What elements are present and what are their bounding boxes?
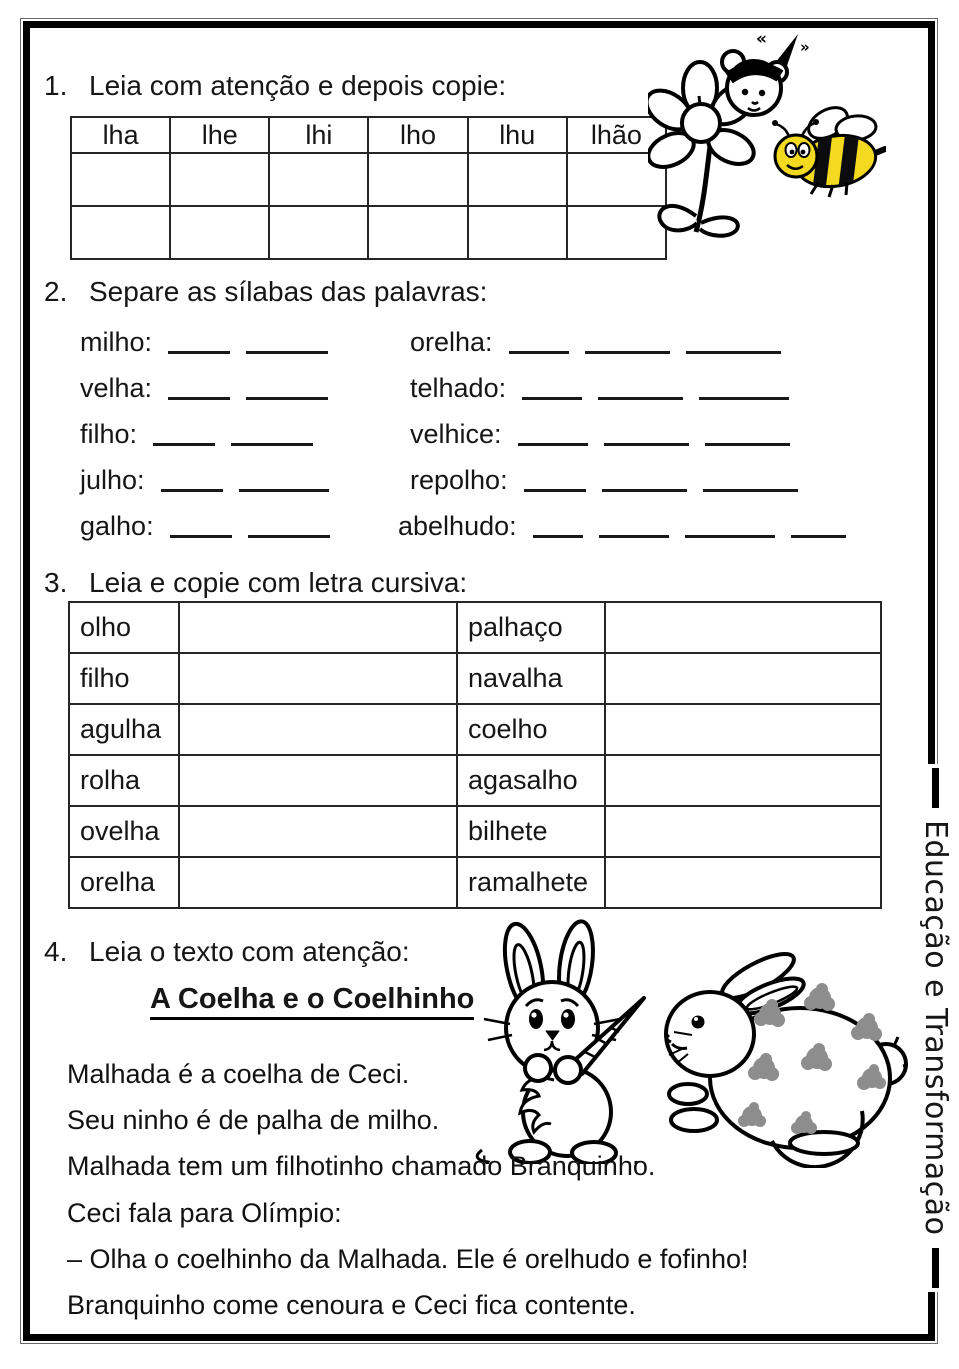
syllable-cell: lhu [468, 117, 567, 153]
answer-blank-line [246, 351, 328, 354]
syllable-header-row [71, 117, 666, 153]
story-text [67, 1051, 749, 1328]
copy-empty-row [71, 153, 666, 206]
answer-blank-line [239, 489, 329, 492]
answer-blank-line [168, 397, 230, 400]
word-cell: ramalhete [457, 857, 605, 908]
copy-cell-empty [179, 653, 457, 704]
story-line: Branquinho come cenoura e Ceci fica contente. [67, 1290, 636, 1321]
word-cell: filho [69, 653, 179, 704]
syllable-cell: lhe [170, 117, 269, 153]
story-line: Malhada é a coelha de Ceci. [67, 1059, 410, 1089]
yellow-bee-illustration [762, 104, 886, 200]
answer-blank-line [231, 443, 313, 446]
story-title: A Coelha e o Coelhinho [150, 983, 474, 1020]
story-line: Seu ninho é de palha de milho. [67, 1105, 440, 1136]
answer-blank-line [705, 443, 790, 446]
credit-text: Educação e Transformação [918, 820, 953, 1236]
copy-cell-empty [605, 653, 881, 704]
word-cell: rolha [69, 755, 179, 806]
word-label: telhado: [410, 373, 507, 403]
cursive-copy-table [68, 601, 882, 909]
copy-cell-empty [179, 602, 457, 653]
exercise-2-number: 2. [44, 276, 68, 307]
word-label: repolho: [410, 465, 508, 495]
table-row [69, 602, 881, 653]
copy-cell-empty [468, 153, 567, 206]
word-cell: olho [69, 602, 179, 653]
answer-blank-line [699, 397, 789, 400]
table-row [69, 857, 881, 908]
copy-empty-row [71, 206, 666, 259]
answer-blank-line [153, 443, 215, 446]
story-line: Ceci fala para Olímpio: [67, 1197, 342, 1228]
answer-blank-line [524, 489, 586, 492]
answer-blank-line [509, 351, 569, 354]
answer-blank-line [246, 397, 328, 400]
exercise-2-header [44, 276, 487, 308]
story-line: – Olha o coelhinho da Malhada. Ele é orelhudo e fofinho! [67, 1243, 749, 1274]
story-line: Malhada tem um filhotinho chamado Branquinho. [67, 1151, 656, 1182]
exercise-3-number: 3. [44, 567, 68, 598]
syllable-separation-list [80, 318, 910, 548]
word-cell: agasalho [457, 755, 605, 806]
syllable-cell: lhi [269, 117, 368, 153]
table-row [69, 755, 881, 806]
syllable-copy-table [70, 116, 667, 260]
copy-cell-empty [71, 206, 170, 259]
word-cell: ovelha [69, 806, 179, 857]
copy-cell-empty [605, 755, 881, 806]
exercise-1-header [44, 70, 506, 102]
answer-blank-line [602, 489, 687, 492]
word-label: julho: [80, 465, 145, 495]
word-cell: agulha [69, 704, 179, 755]
answer-blank-line [518, 443, 588, 446]
copy-cell-empty [605, 602, 881, 653]
syllable-cell: lha [71, 117, 170, 153]
answer-blank-line [686, 351, 781, 354]
copy-cell-empty [605, 857, 881, 908]
word-cell: bilhete [457, 806, 605, 857]
copy-cell-empty [368, 153, 467, 206]
answer-blank-line [585, 351, 670, 354]
answer-blank-line [598, 397, 683, 400]
exercise-3-title: Leia e copie com letra cursiva: [89, 567, 468, 598]
copy-cell-empty [71, 153, 170, 206]
word-cell: orelha [69, 857, 179, 908]
word-cell: coelho [457, 704, 605, 755]
copy-cell-empty [170, 206, 269, 259]
answer-blank-line [168, 351, 230, 354]
word-label: abelhudo: [398, 511, 517, 541]
word-label: velhice: [410, 419, 502, 449]
copy-cell-empty [468, 206, 567, 259]
svg-text:»: » [800, 38, 810, 56]
exercise-2-title: Separe as sílabas das palavras: [89, 276, 488, 307]
copy-cell-empty [179, 755, 457, 806]
answer-blank-line [599, 535, 669, 538]
exercise-3-header [44, 567, 467, 599]
syllable-cell: lho [368, 117, 467, 153]
answer-blank-line [170, 535, 232, 538]
exercise-1-number: 1. [44, 70, 68, 101]
answer-blank-line [685, 535, 775, 538]
answer-blank-line [161, 489, 223, 492]
copy-cell-empty [179, 704, 457, 755]
syllable-row [80, 364, 910, 410]
answer-blank-line [522, 397, 582, 400]
copy-cell-empty [269, 206, 368, 259]
exercise-4-title: Leia o texto com atenção: [89, 936, 410, 967]
answer-blank-line [791, 535, 846, 538]
copy-cell-empty [605, 806, 881, 857]
word-label: orelha: [410, 327, 493, 357]
credit-bar [932, 1248, 939, 1288]
answer-blank-line [604, 443, 689, 446]
word-cell: palhaço [457, 602, 605, 653]
word-cell: navalha [457, 653, 605, 704]
exercise-1-title: Leia com atenção e depois copie: [89, 70, 507, 101]
answer-blank-line [533, 535, 583, 538]
table-row [69, 653, 881, 704]
answer-blank-line [248, 535, 330, 538]
copy-cell-empty [170, 153, 269, 206]
word-label: velha: [80, 373, 153, 403]
table-row [69, 704, 881, 755]
copy-cell-empty [179, 806, 457, 857]
word-label: galho: [80, 511, 154, 541]
syllable-cell: lhão [567, 117, 666, 153]
copy-cell-empty [269, 153, 368, 206]
copy-cell-empty [179, 857, 457, 908]
answer-blank-line [703, 489, 798, 492]
syllable-row [80, 456, 910, 502]
word-label: milho: [80, 327, 153, 357]
publisher-credit [917, 764, 954, 1292]
syllable-row [80, 410, 910, 456]
buzz-marks: « [756, 29, 767, 49]
syllable-row [80, 318, 910, 364]
word-label: filho: [80, 419, 138, 449]
table-row [69, 806, 881, 857]
exercise-4-number: 4. [44, 936, 68, 967]
credit-bar [932, 768, 939, 808]
copy-cell-empty [605, 704, 881, 755]
exercise-4-header [44, 936, 410, 968]
copy-cell-empty [368, 206, 467, 259]
syllable-row [80, 502, 910, 548]
